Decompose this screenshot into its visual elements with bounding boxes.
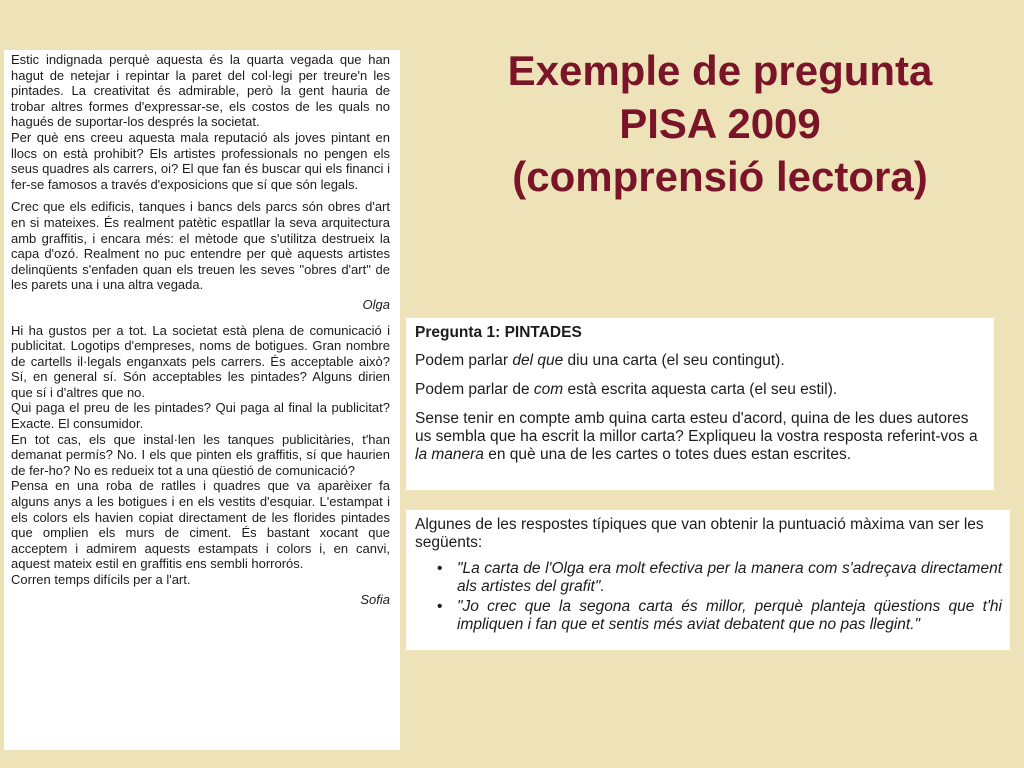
question-heading: Pregunta 1: PINTADES [415, 324, 582, 341]
letter2-paragraph: Qui paga el preu de les pintades? Qui paga al final la publicitat? Exacte. El consumidor. [11, 400, 390, 432]
letter1-signature: Olga [362, 296, 390, 312]
letter2-signature: Sofia [360, 591, 390, 607]
title-line: Exemple de pregunta [507, 47, 933, 94]
title-line: (comprensió lectora) [512, 153, 928, 200]
answers-list [415, 560, 1002, 634]
letter2-paragraph: En tot cas, els que instal·len les tanques publicitàries, t'han demanat permís? No. I els que pinten els graffitis, sí que haurien de fer-ho? No es redueix tot a una qüestió de comunicació? [11, 431, 390, 478]
letter2-paragraph: Pensa en una roba de ratlles i quadres que va aparèixer fa alguns anys a les botigues i en els vestits d'esquiar. L'estampat i els colors els havien copiat directament de les florides pintades que omplien els murs de ciment. És bastant xocant que acceptem i admirem aquests estampats i colors i, en canvi, aquest mateix estil en graffitis ens sembli horrorós. [11, 478, 390, 572]
bullet-icon: • [437, 598, 443, 615]
question-prompt: Sense tenir en compte amb quina carta esteu d'acord, quina de les dues autores us sembla que ha escrit la millor carta? Expliqueu la vostra resposta referint-vos a la manera en què una de les cartes o totes dues estan escrites. [415, 410, 978, 463]
question-line: Podem parlar del que diu una carta (el seu contingut). [415, 352, 785, 369]
letters-text-panel [4, 50, 400, 750]
title-line: PISA 2009 [619, 100, 821, 147]
bullet-icon: • [437, 560, 443, 577]
letter1-paragraph: Estic indignada perquè aquesta és la quarta vegada que han hagut de netejar i repintar la paret del col·legi per treure'n les pintades. La creativitat és admirable, però la gent hauria de trobar altres formes d'expressar-se, els costos de les quals no hagués de suportar-los després la societat. [11, 52, 390, 130]
letter2-paragraph: Hi ha gustos per a tot. La societat està plena de comunicació i publicitat. Logotips d'empreses, noms de botigues. Gran nombre de cartells il·legals enganxats pels carrers. És acceptable això? Sí, en general sí. Són acceptables les pintades? Alguns dirien que sí i d'altres que no. [11, 322, 390, 400]
letter1-paragraph: Crec que els edificis, tanques i bancs dels parcs són obres d'art en si mateixes. És realment patètic espatllar la seva arquitectura amb graffitis, i encara més: el mètode que s'utilitza destrueix la capa d'ozó. Realment no puc entendre per què aquests artistes delinqüents s'enfaden quan els treuen les seves "obres d'art" de les parets una i una altra vegada. [11, 199, 390, 293]
slide-title [420, 44, 1020, 203]
answer-item: • "Jo crec que la segona carta és millor, perquè planteja qüestions que t'hi impliquen i fan que et sentis més aviat debatent que no pas llegint." [437, 598, 1002, 633]
answers-intro: Algunes de les respostes típiques que van obtenir la puntuació màxima van ser les següents: [415, 516, 984, 551]
answer-item: • "La carta de l'Olga era molt efectiva per la manera com s'adreçava directament als artistes del grafit". [437, 560, 1002, 595]
answers-panel [406, 510, 1010, 650]
question-panel [406, 318, 994, 490]
letter1-paragraph: Per què ens creeu aquesta mala reputació als joves pintant en llocs on està prohibit? Els artistes professionals no pengen els seus quadres als carrers, oi? El que fan és buscar qui els financi i fer-se famosos a través d'exposicions que sí que són legals. [11, 129, 390, 192]
letter2-paragraph: Corren temps difícils per a l'art. [11, 572, 191, 587]
question-line: Podem parlar de com està escrita aquesta carta (el seu estil). [415, 381, 838, 398]
